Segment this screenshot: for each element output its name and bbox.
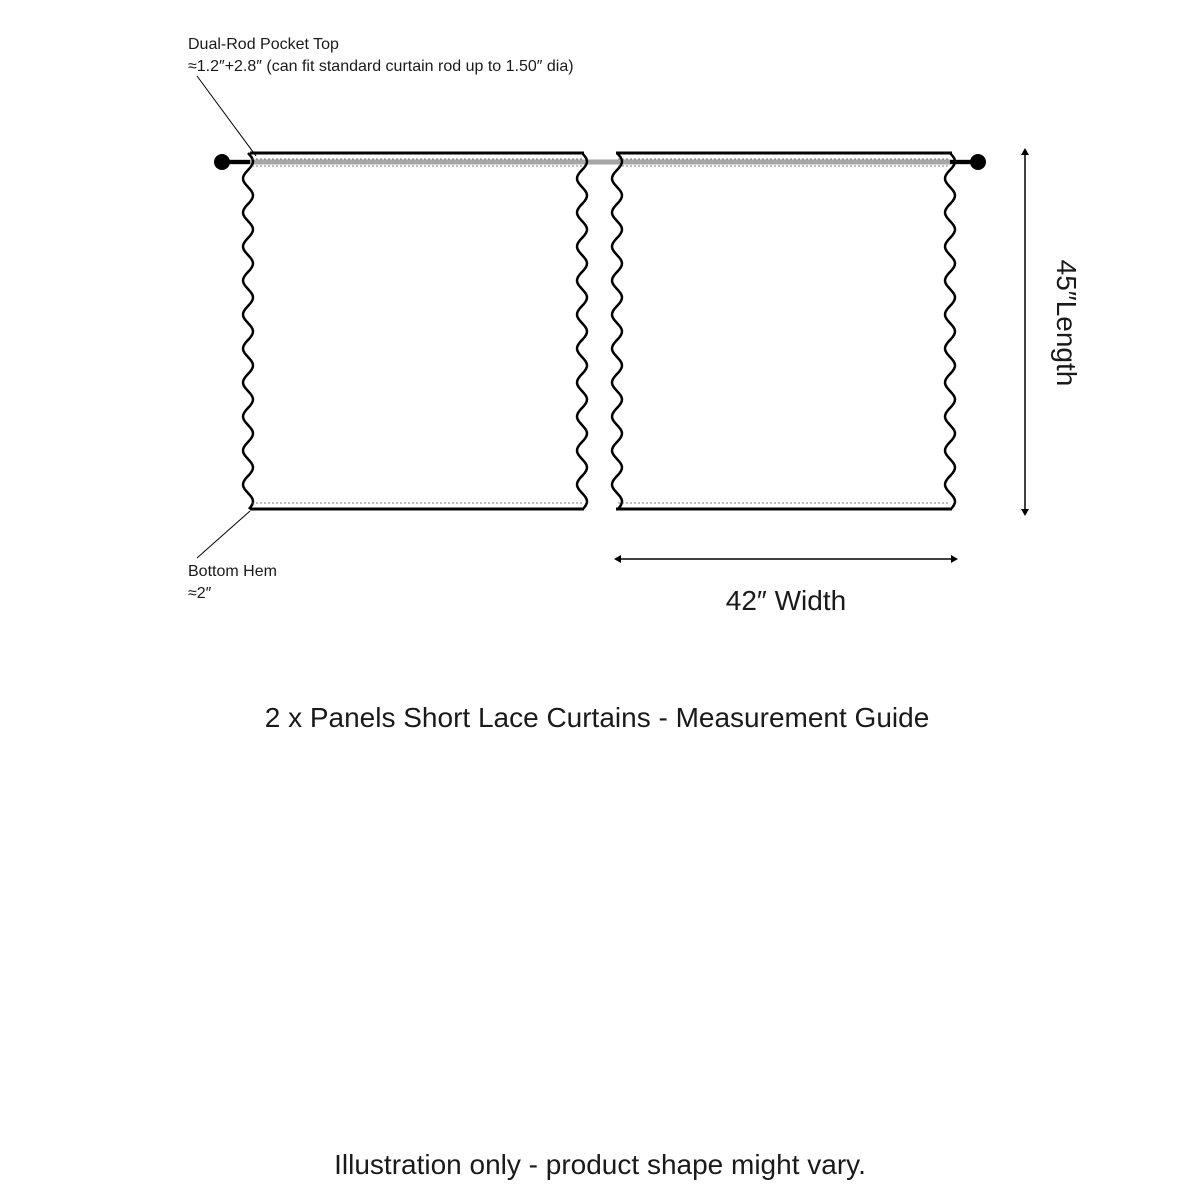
bottom-hem-detail: ≈2″ bbox=[188, 585, 212, 602]
rod-finial-right bbox=[970, 154, 986, 170]
curtain-rod bbox=[214, 154, 986, 170]
curtain-panel-right bbox=[612, 153, 955, 509]
length-label: 45″Length bbox=[1051, 259, 1082, 387]
bottom-hem-callout bbox=[188, 561, 277, 605]
top-pocket-title: Dual-Rod Pocket Top bbox=[188, 36, 339, 53]
length-arrow bbox=[1021, 148, 1029, 516]
rod-finial-left bbox=[214, 154, 230, 170]
width-label: 42″ Width bbox=[725, 585, 847, 616]
bottom-hem-leader bbox=[197, 511, 250, 558]
guide-title: 2 x Panels Short Lace Curtains - Measurement Guide bbox=[264, 702, 930, 733]
width-arrow bbox=[614, 555, 958, 563]
bottom-hem-title: Bottom Hem bbox=[188, 563, 277, 580]
footer-note: Illustration only - product shape might vary. bbox=[334, 1149, 866, 1180]
top-pocket-callout bbox=[188, 34, 574, 78]
top-pocket-leader bbox=[197, 76, 256, 156]
top-pocket-detail: ≈1.2″+2.8″ (can fit standard curtain rod up to 1.50″ dia) bbox=[188, 58, 574, 75]
curtain-panel-left bbox=[243, 153, 587, 509]
